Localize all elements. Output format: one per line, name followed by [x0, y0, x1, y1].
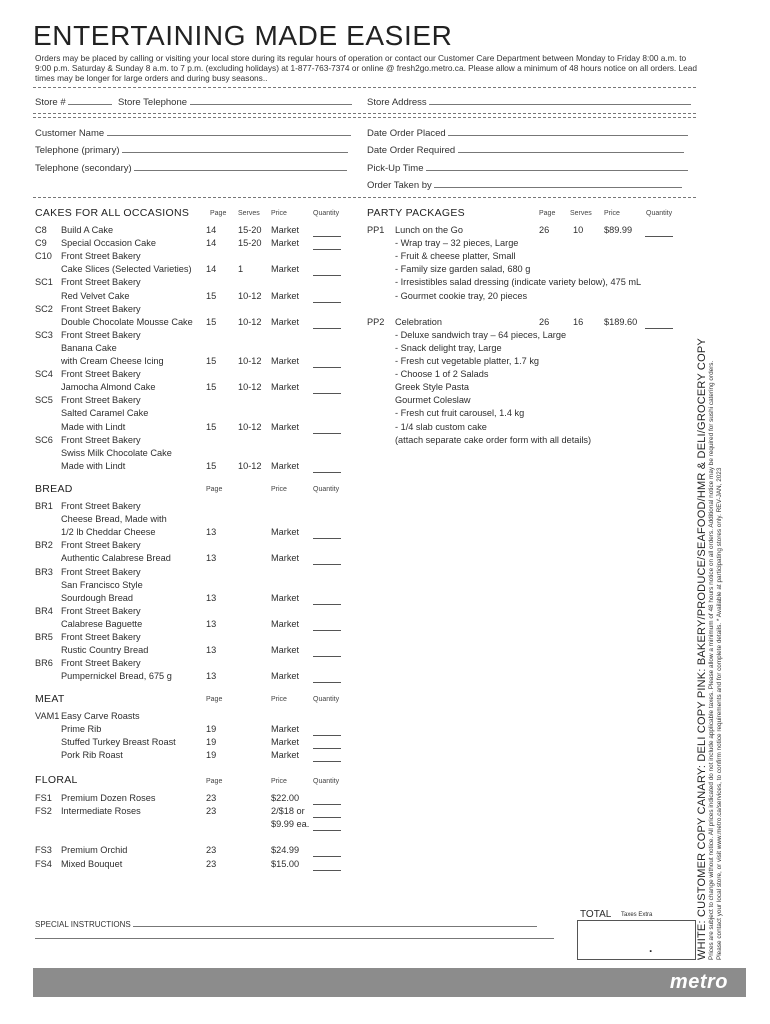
item-code: VAM1 [35, 711, 60, 721]
item-price: $24.99 [271, 845, 300, 856]
item-name: Easy Carve Roasts [61, 711, 140, 721]
column-page: Page [206, 486, 223, 493]
item-serves: 10-12 [238, 356, 262, 366]
quantity-input[interactable] [313, 236, 341, 237]
quantity-input[interactable] [645, 236, 673, 237]
item-name: Intermediate Roses [61, 806, 141, 817]
item-name: Premium Dozen Roses [61, 793, 156, 803]
special-instructions-field[interactable] [35, 919, 537, 929]
quantity-input[interactable] [313, 630, 341, 631]
item-name: Front Street Bakery [61, 303, 141, 314]
item-price: Market [271, 645, 300, 656]
column-quantity: Quantity [313, 696, 340, 703]
quantity-input[interactable] [313, 830, 341, 831]
item-price: Market [271, 592, 300, 603]
item-name: Build A Cake [61, 225, 114, 235]
item-page: 23 [206, 793, 217, 803]
item-name: Banana Cake [61, 342, 117, 353]
quantity-input[interactable] [313, 804, 341, 805]
column-quantity: Quantity [313, 210, 340, 217]
item-page: 19 [206, 750, 217, 761]
item-price: $15.00 [271, 858, 300, 869]
total-decimal-point: . [649, 941, 653, 955]
item-page: 13 [206, 592, 217, 603]
quantity-input[interactable] [313, 656, 341, 657]
date-order-placed-label: Date Order Placed [367, 128, 446, 139]
date-order-required-field[interactable] [367, 143, 684, 156]
quantity-input[interactable] [313, 682, 341, 683]
item-name: Cake Slices (Selected Varieties) [61, 264, 192, 275]
item-name: - Snack delight tray, Large [395, 342, 502, 353]
page-title: ENTERTAINING MADE EASIER [33, 20, 453, 51]
total-label: TOTAL [580, 909, 612, 920]
item-name: Stuffed Turkey Breast Roast [61, 737, 176, 748]
column-price: Price [271, 210, 287, 217]
item-page: 14 [206, 238, 217, 249]
item-page: 15 [206, 290, 217, 301]
item-price: Market [271, 750, 300, 761]
item-price: $189.60 [604, 316, 638, 327]
item-code: BR6 [35, 658, 53, 669]
item-name: - Fruit & cheese platter, Small [395, 251, 516, 262]
quantity-input[interactable] [313, 870, 341, 871]
telephone-secondary-label: Telephone (secondary) [35, 163, 132, 174]
quantity-input[interactable] [313, 538, 341, 539]
item-page: 23 [206, 806, 217, 817]
quantity-input[interactable] [313, 604, 341, 605]
item-name: Front Street Bakery [61, 605, 141, 616]
quantity-input[interactable] [313, 393, 341, 394]
item-code: FS2 [35, 806, 52, 817]
item-name: San Francisco Style [61, 579, 143, 590]
store-telephone-field[interactable] [118, 95, 352, 108]
fine-print-2: Please contact your local store, or visit www.metro.ca/services, to confirm notice requirements and for complete details. * Available at participating stores only. REV-JAN, 2023 [716, 467, 723, 960]
column-price: Price [271, 486, 287, 493]
item-name: Authentic Calabrese Bread [61, 553, 171, 564]
store-number-field[interactable] [35, 95, 112, 108]
item-price: $22.00 [271, 793, 300, 803]
quantity-input[interactable] [313, 735, 341, 736]
item-serves: 10-12 [238, 316, 262, 327]
column-page: Page [210, 210, 227, 217]
item-name: Calabrese Baguette [61, 618, 143, 629]
quantity-input[interactable] [313, 367, 341, 368]
item-name: Front Street Bakery [61, 501, 141, 511]
item-serves: 1 [238, 264, 244, 275]
item-page: 13 [206, 527, 217, 538]
item-code: FS1 [35, 793, 52, 803]
item-name: Sourdough Bread [61, 592, 134, 603]
item-code: BR3 [35, 566, 53, 577]
item-page: 19 [206, 724, 217, 735]
item-name: Front Street Bakery [61, 277, 141, 288]
item-code: C9 [35, 238, 47, 249]
store-number-label: Store # [35, 97, 66, 108]
item-code: C10 [35, 251, 52, 262]
item-page: 13 [206, 645, 217, 656]
item-name: Front Street Bakery [61, 658, 141, 669]
item-price: Market [271, 316, 300, 327]
item-name: Double Chocolate Mousse Cake [61, 316, 193, 327]
quantity-input[interactable] [313, 856, 341, 857]
item-name: Made with Lindt [61, 421, 126, 432]
item-serves: 10 [573, 225, 584, 235]
special-instructions-line[interactable] [35, 938, 554, 939]
item-price: Market [271, 356, 300, 366]
item-name: Gourmet Coleslaw [395, 395, 471, 406]
store-address-field[interactable] [367, 95, 691, 108]
item-price: Market [271, 225, 300, 235]
item-name: Salted Caramel Cake [61, 408, 149, 419]
date-order-placed-field[interactable] [367, 126, 688, 139]
quantity-input[interactable] [645, 328, 673, 329]
item-code: SC5 [35, 395, 53, 406]
item-name: Front Street Bakery [61, 434, 141, 445]
quantity-input[interactable] [313, 302, 341, 303]
item-page: 13 [206, 671, 217, 682]
item-name: Front Street Bakery [61, 395, 141, 406]
item-page: 23 [206, 858, 217, 869]
item-name: 1/2 lb Cheddar Cheese [61, 527, 156, 538]
item-name: Prime Rib [61, 724, 102, 735]
quantity-input[interactable] [313, 564, 341, 565]
order-taken-by-field[interactable] [367, 178, 682, 191]
item-price: Market [271, 671, 300, 682]
item-price: Market [271, 724, 300, 735]
item-page: 15 [206, 421, 217, 432]
item-code: BR1 [35, 501, 53, 511]
pickup-time-field[interactable] [367, 161, 688, 174]
item-name: Front Street Bakery [61, 632, 141, 642]
item-price: Market [271, 460, 300, 471]
bread-section-title: BREAD [35, 483, 73, 495]
telephone-primary-field[interactable] [35, 143, 348, 156]
item-name: with Cream Cheese Icing [61, 356, 164, 366]
order-taken-by-label: Order Taken by [367, 180, 432, 191]
quantity-input[interactable] [313, 748, 341, 749]
item-name: Made with Lindt [61, 460, 126, 471]
taxes-extra-note: Taxes Extra [621, 912, 653, 918]
item-code: SC1 [35, 277, 53, 288]
item-serves: 15-20 [238, 238, 262, 249]
item-code: SC4 [35, 369, 53, 380]
copy-distribution-note [696, 338, 724, 960]
column-quantity: Quantity [646, 210, 673, 217]
item-code: BR5 [35, 632, 53, 642]
item-page: 13 [206, 553, 217, 564]
quantity-input[interactable] [313, 817, 341, 818]
item-price: Market [271, 421, 300, 432]
item-name: Greek Style Pasta [395, 382, 470, 393]
floral-section-title: FLORAL [35, 774, 78, 786]
item-name: - Deluxe sandwich tray – 64 pieces, Large [395, 329, 567, 340]
item-code: C8 [35, 225, 47, 235]
item-name: - Family size garden salad, 680 g [395, 264, 531, 275]
item-code: BR2 [35, 540, 53, 551]
item-serves: 15-20 [238, 225, 262, 235]
column-page: Page [539, 210, 556, 217]
column-price: Price [271, 778, 287, 785]
quantity-input[interactable] [313, 275, 341, 276]
item-serves: 10-12 [238, 421, 262, 432]
customer-name-label: Customer Name [35, 128, 105, 139]
item-name: Front Street Bakery [61, 540, 141, 551]
divider [33, 197, 696, 198]
item-name: - Wrap tray – 32 pieces, Large [395, 238, 519, 249]
item-name: - Irresistibles salad dressing (indicate variety below), 475 mL [395, 277, 642, 288]
column-serves: Serves [238, 210, 260, 217]
item-page: 14 [206, 264, 217, 275]
column-quantity: Quantity [313, 778, 340, 785]
item-page: 23 [206, 845, 217, 856]
item-code: BR4 [35, 605, 53, 616]
item-page: 13 [206, 618, 217, 629]
item-price: $9.99 ea. [271, 819, 310, 830]
pickup-time-label: Pick-Up Time [367, 163, 424, 174]
item-name: Jamocha Almond Cake [61, 382, 156, 393]
divider [33, 117, 696, 118]
item-price: $89.99 [604, 225, 633, 235]
item-name: (attach separate cake order form with all details) [395, 434, 592, 445]
party-section-title: PARTY PACKAGES [367, 207, 465, 219]
item-price: Market [271, 382, 300, 393]
item-page: 15 [206, 460, 217, 471]
total-box[interactable] [577, 920, 696, 960]
item-code: SC3 [35, 329, 53, 340]
item-name: Front Street Bakery [61, 251, 141, 262]
copy-colors-text: WHITE: CUSTOMER COPY CANARY: DELI COPY PINK: BAKERY/PRODUCE/SEAFOOD/HMR & DELI/GROCERY COPY [696, 338, 708, 960]
store-address-label: Store Address [367, 97, 427, 108]
item-name: Lunch on the Go [395, 225, 463, 235]
column-price: Price [604, 210, 620, 217]
item-serves: 10-12 [238, 382, 262, 393]
item-price: Market [271, 737, 300, 748]
special-instructions-label: SPECIAL INSTRUCTIONS [35, 920, 131, 929]
quantity-input[interactable] [313, 761, 341, 762]
telephone-primary-label: Telephone (primary) [35, 145, 120, 156]
item-price: 2/$18 or [271, 806, 305, 817]
item-page: 26 [539, 225, 550, 235]
telephone-secondary-field[interactable] [35, 161, 347, 174]
item-name: Front Street Bakery [61, 369, 141, 380]
item-name: Cheese Bread, Made with [61, 514, 167, 525]
item-name: Mixed Bouquet [61, 858, 123, 869]
store-telephone-label: Store Telephone [118, 97, 188, 108]
item-code: FS4 [35, 858, 52, 869]
item-name: Pork Rib Roast [61, 750, 123, 761]
item-price: Market [271, 238, 300, 249]
column-price: Price [271, 696, 287, 703]
quantity-input[interactable] [313, 249, 341, 250]
intro-text: Orders may be placed by calling or visiting your local store during its regular hours of operation or contact our Customer Care Department between Monday to Friday 8:00 a.m. to 9:00 p.m. Saturday & Sunday 8 a.m. to 7 p.m. (excluding holidays) at 1-877-763-7374 or online @ fresh2go.metro.ca. Please allow a minimum of 48 hours notice on all orders. Lead times may be longer for large orders and during busy seasons.. [35, 53, 697, 83]
item-serves: 10-12 [238, 460, 262, 471]
fine-print-1: Prices are subject to change without notice. All prices indicated do not include applicable taxes. Please allow a minimum of 48 hours notice on all orders. Additional notice may be required for sushi catering orders. [708, 360, 715, 960]
item-page: 15 [206, 382, 217, 393]
item-name: Premium Orchid [61, 845, 128, 856]
quantity-input[interactable] [313, 328, 341, 329]
item-name: - Fresh cut fruit carousel, 1.4 kg [395, 408, 525, 419]
item-name: - Choose 1 of 2 Salads [395, 369, 489, 380]
item-name: Rustic Country Bread [61, 645, 149, 656]
item-code: SC2 [35, 303, 53, 314]
quantity-input[interactable] [313, 472, 341, 473]
quantity-input[interactable] [313, 433, 341, 434]
item-page: 14 [206, 225, 217, 235]
item-code: SC6 [35, 434, 53, 445]
cakes-section-title: CAKES FOR ALL OCCASIONS [35, 207, 190, 219]
item-name: Red Velvet Cake [61, 290, 130, 301]
column-page: Page [206, 778, 223, 785]
item-name: Pumpernickel Bread, 675 g [61, 671, 172, 682]
item-name: Special Occasion Cake [61, 238, 156, 249]
item-code: PP2 [367, 316, 385, 327]
item-price: Market [271, 264, 300, 275]
date-order-required-label: Date Order Required [367, 145, 456, 156]
divider [33, 113, 696, 114]
item-page: 26 [539, 316, 550, 327]
item-name: - Gourmet cookie tray, 20 pieces [395, 290, 528, 301]
item-price: Market [271, 527, 300, 538]
footer-bar [33, 968, 746, 997]
divider [33, 87, 696, 88]
item-code: FS3 [35, 845, 52, 856]
item-page: 15 [206, 316, 217, 327]
customer-name-field[interactable] [35, 126, 351, 139]
item-price: Market [271, 618, 300, 629]
column-page: Page [206, 696, 223, 703]
item-page: 15 [206, 356, 217, 366]
item-page: 19 [206, 737, 217, 748]
metro-logo: metro [669, 971, 728, 993]
column-serves: Serves [570, 210, 592, 217]
item-name: - 1/4 slab custom cake [395, 421, 487, 432]
item-price: Market [271, 290, 300, 301]
item-name: - Fresh cut vegetable platter, 1.7 kg [395, 356, 540, 366]
item-price: Market [271, 553, 300, 564]
item-name: Front Street Bakery [61, 329, 141, 340]
item-serves: 16 [573, 316, 584, 327]
item-serves: 10-12 [238, 290, 262, 301]
meat-section-title: MEAT [35, 693, 65, 705]
item-name: Front Street Bakery [61, 566, 141, 577]
item-name: Swiss Milk Chocolate Cake [61, 447, 172, 458]
item-name: Celebration [395, 316, 442, 327]
item-code: PP1 [367, 225, 385, 235]
column-quantity: Quantity [313, 486, 340, 493]
